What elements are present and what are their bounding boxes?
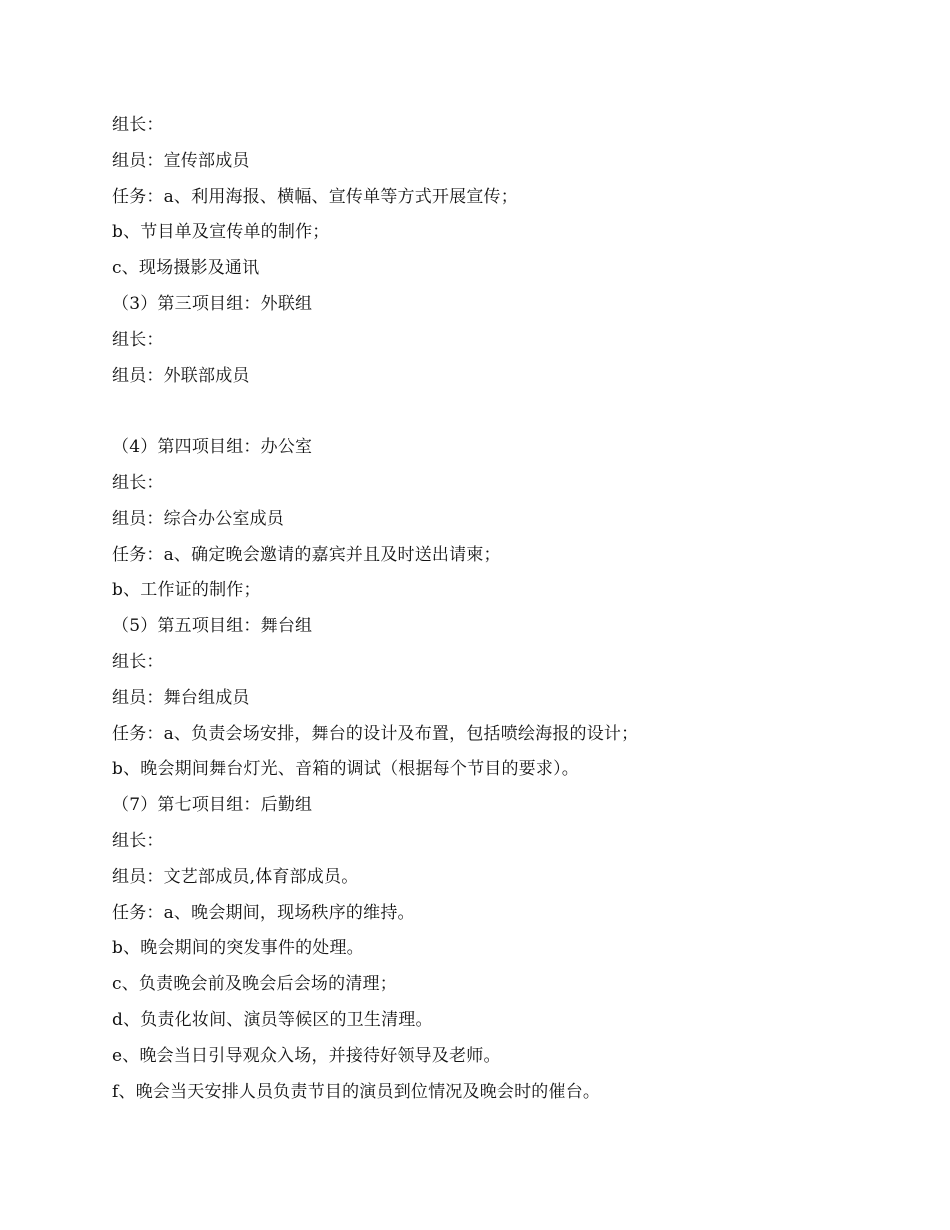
text-line: b、工作证的制作； (112, 580, 261, 601)
text-line: b、晚会期间舞台灯光、音箱的调试（根据每个节目的要求）。 (112, 759, 579, 780)
text-line: 组员：宣传部成员 (112, 150, 250, 171)
text-line: b、晚会期间的突发事件的处理。 (112, 938, 364, 959)
text-line: 组长： (112, 329, 164, 350)
text-line: 组长： (112, 651, 164, 672)
text-line: 组长： (112, 115, 164, 135)
blank-line (112, 394, 892, 430)
text-line: c、负责晚会前及晚会后会场的清理； (112, 974, 397, 995)
text-line: c、现场摄影及通讯 (112, 258, 260, 279)
text-line: 组员：外联部成员 (112, 365, 250, 386)
section-heading: （3）第三项目组：外联组 (112, 293, 313, 314)
text-line: 任务：a、利用海报、横幅、宣传单等方式开展宣传； (112, 186, 518, 207)
text-line: 组员：舞台组成员 (112, 687, 250, 708)
text-line: 任务：a、确定晚会邀请的嘉宾并且及时送出请柬； (112, 544, 501, 565)
text-line: 组员：综合办公室成员 (112, 508, 284, 529)
section-heading: （7）第七项目组：后勤组 (112, 795, 313, 816)
document-body (112, 108, 892, 1110)
text-line: 组长： (112, 830, 164, 851)
text-line: 组员：文艺部成员,体育部成员。 (112, 866, 359, 887)
text-line: d、负责化妆间、演员等候区的卫生清理。 (112, 1009, 433, 1030)
section-heading: （4）第四项目组：办公室 (112, 437, 313, 458)
text-line: b、节目单及宣传单的制作； (112, 222, 330, 243)
text-line: 任务：a、晚会期间，现场秩序的维持。 (112, 902, 415, 923)
text-line: 任务：a、负责会场安排，舞台的设计及布置，包括喷绘海报的设计； (112, 723, 639, 744)
text-line: f、晚会当天安排人员负责节目的演员到位情况及晚会时的催台。 (112, 1081, 601, 1102)
text-line: 组长： (112, 472, 164, 493)
section-heading: （5）第五项目组：舞台组 (112, 616, 313, 637)
text-line: e、晚会当日引导观众入场，并接待好领导及老师。 (112, 1045, 501, 1066)
